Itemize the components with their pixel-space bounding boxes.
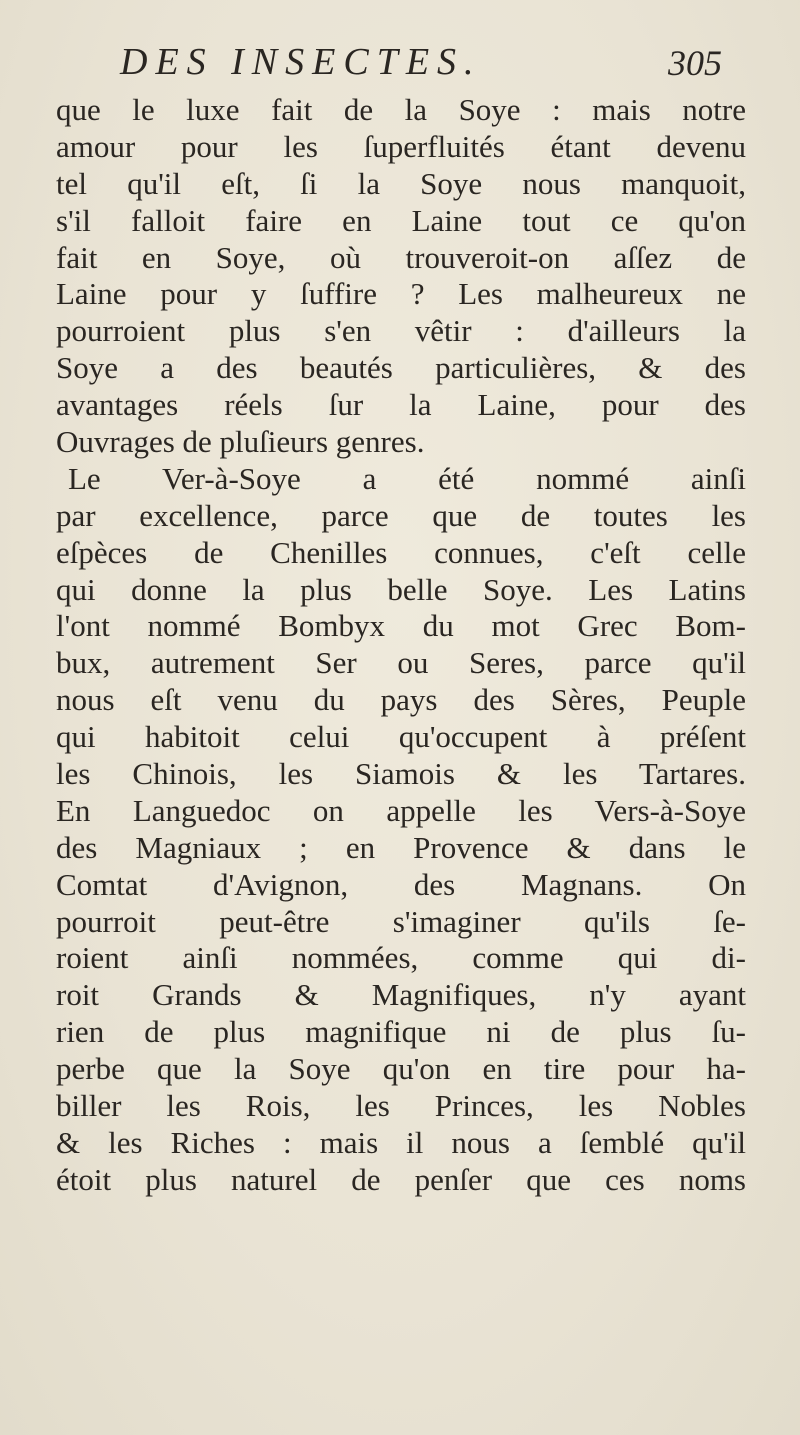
text-line: l'ont nommé Bombyx du mot Grec Bom- <box>56 608 746 644</box>
text-line: perbe que la Soye qu'on en tire pour ha- <box>56 1051 746 1087</box>
text-line: étoit plus naturel de penſer que ces noms <box>56 1161 746 1197</box>
text-line: & les Riches : mais il nous a ſemblé qu'il <box>56 1124 746 1160</box>
text-line: Laine pour y ſuffire ? Les malheureux ne <box>56 276 746 312</box>
text-line: qui habitoit celui qu'occupent à préſent <box>56 719 746 755</box>
text-line: rien de plus magnifique ni de plus ſu- <box>56 1014 746 1050</box>
text-line: avantages réels ſur la Laine, pour des <box>56 387 746 423</box>
text-line: bux, autrement Ser ou Seres, parce qu'il <box>56 645 746 681</box>
page-number: 305 <box>668 43 722 83</box>
text-line: les Chinois, les Siamois & les Tartares. <box>56 756 746 792</box>
text-line: amour pour les ſuperfluités étant devenu <box>56 128 746 164</box>
text-line: roient ainſi nommées, comme qui di- <box>56 940 746 976</box>
body-text <box>56 92 746 1199</box>
running-head: DES INSECTES. <box>120 41 482 83</box>
text-line: tel qu'il eſt, ſi la Soye nous manquoit, <box>56 165 746 201</box>
text-line: par excellence, parce que de toutes les <box>56 497 746 533</box>
text-line: fait en Soye, où trouveroit-on aſſez de <box>56 239 746 275</box>
text-line: Comtat d'Avignon, des Magnans. On <box>56 866 746 902</box>
text-line: que le luxe fait de la Soye : mais notre <box>56 92 746 127</box>
text-line: roit Grands & Magnifiques, n'y ayant <box>56 977 746 1013</box>
text-line: eſpèces de Chenilles connues, c'eſt celle <box>56 534 746 570</box>
text-line: pourroient plus s'en vêtir : d'ailleurs la <box>56 313 746 349</box>
text-line: En Languedoc on appelle les Vers-à-Soye <box>56 792 746 828</box>
text-line: biller les Rois, les Princes, les Nobles <box>56 1088 746 1124</box>
text-line: pourroit peut-être s'imaginer qu'ils ſe- <box>56 903 746 939</box>
text-line: Soye a des beautés particulières, & des <box>56 350 746 386</box>
text-line: Ouvrages de pluſieurs genres. <box>56 424 425 460</box>
text-line: qui donne la plus belle Soye. Les Latins <box>56 571 746 607</box>
page-header <box>0 40 800 90</box>
text-line: Le Ver-à-Soye a été nommé ainſi <box>68 460 746 496</box>
text-line: des Magniaux ; en Provence & dans le <box>56 829 746 865</box>
text-line: s'il falloit faire en Laine tout ce qu'on <box>56 202 746 238</box>
text-line: nous eſt venu du pays des Sères, Peuple <box>56 682 746 718</box>
